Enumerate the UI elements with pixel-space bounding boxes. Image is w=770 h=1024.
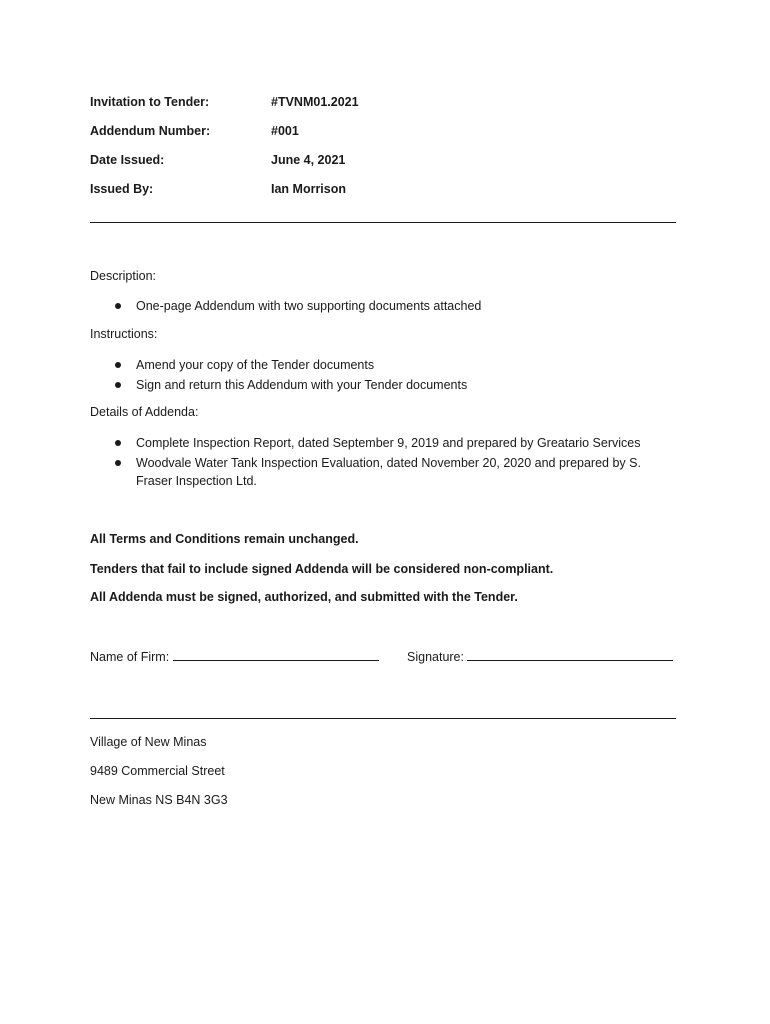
notice-compliance: Tenders that fail to include signed Addenda will be considered non-compliant. <box>90 562 554 576</box>
addendum-value: #001 <box>271 124 299 138</box>
firm-label: Name of Firm: <box>90 650 170 664</box>
tender-value: #TVNM01.2021 <box>271 95 359 109</box>
details-heading: Details of Addenda: <box>90 405 199 419</box>
address-line-3: New Minas NS B4N 3G3 <box>90 793 228 807</box>
address-line-2: 9489 Commercial Street <box>90 764 225 778</box>
addendum-row <box>90 124 678 142</box>
tender-label: Invitation to Tender: <box>90 95 210 109</box>
date-value: June 4, 2021 <box>271 153 346 167</box>
address-line-1: Village of New Minas <box>90 735 207 749</box>
firm-blank-line[interactable] <box>173 648 379 661</box>
notice-submission: All Addenda must be signed, authorized, and submitted with the Tender. <box>90 590 518 604</box>
instructions-heading: Instructions: <box>90 327 158 341</box>
description-heading: Description: <box>90 269 156 283</box>
list-item: Amend your copy of the Tender documents <box>90 356 678 374</box>
instructions-list <box>90 356 678 396</box>
list-item: Complete Inspection Report, dated September 9, 2019 and prepared by Greatario Services <box>90 434 678 452</box>
notice-terms: All Terms and Conditions remain unchanged. <box>90 532 359 546</box>
signature-label: Signature: <box>407 650 464 664</box>
issued-label: Issued By: <box>90 182 154 196</box>
details-list <box>90 434 678 492</box>
tender-row <box>90 95 678 113</box>
list-item: Woodvale Water Tank Inspection Evaluation, dated November 20, 2020 and prepared by S. Fraser Inspection Ltd. <box>90 454 678 490</box>
issued-value: Ian Morrison <box>271 182 347 196</box>
footer-divider <box>90 718 676 719</box>
addendum-label: Addendum Number: <box>90 124 211 138</box>
list-item: Sign and return this Addendum with your Tender documents <box>90 376 678 394</box>
signature-field <box>407 648 673 664</box>
issued-row <box>90 182 678 200</box>
list-item: One-page Addendum with two supporting documents attached <box>90 297 678 315</box>
signature-blank-line[interactable] <box>467 648 673 661</box>
date-row <box>90 153 678 171</box>
firm-field <box>90 648 379 664</box>
date-label: Date Issued: <box>90 153 165 167</box>
header-divider <box>90 222 676 223</box>
description-list <box>90 297 678 317</box>
